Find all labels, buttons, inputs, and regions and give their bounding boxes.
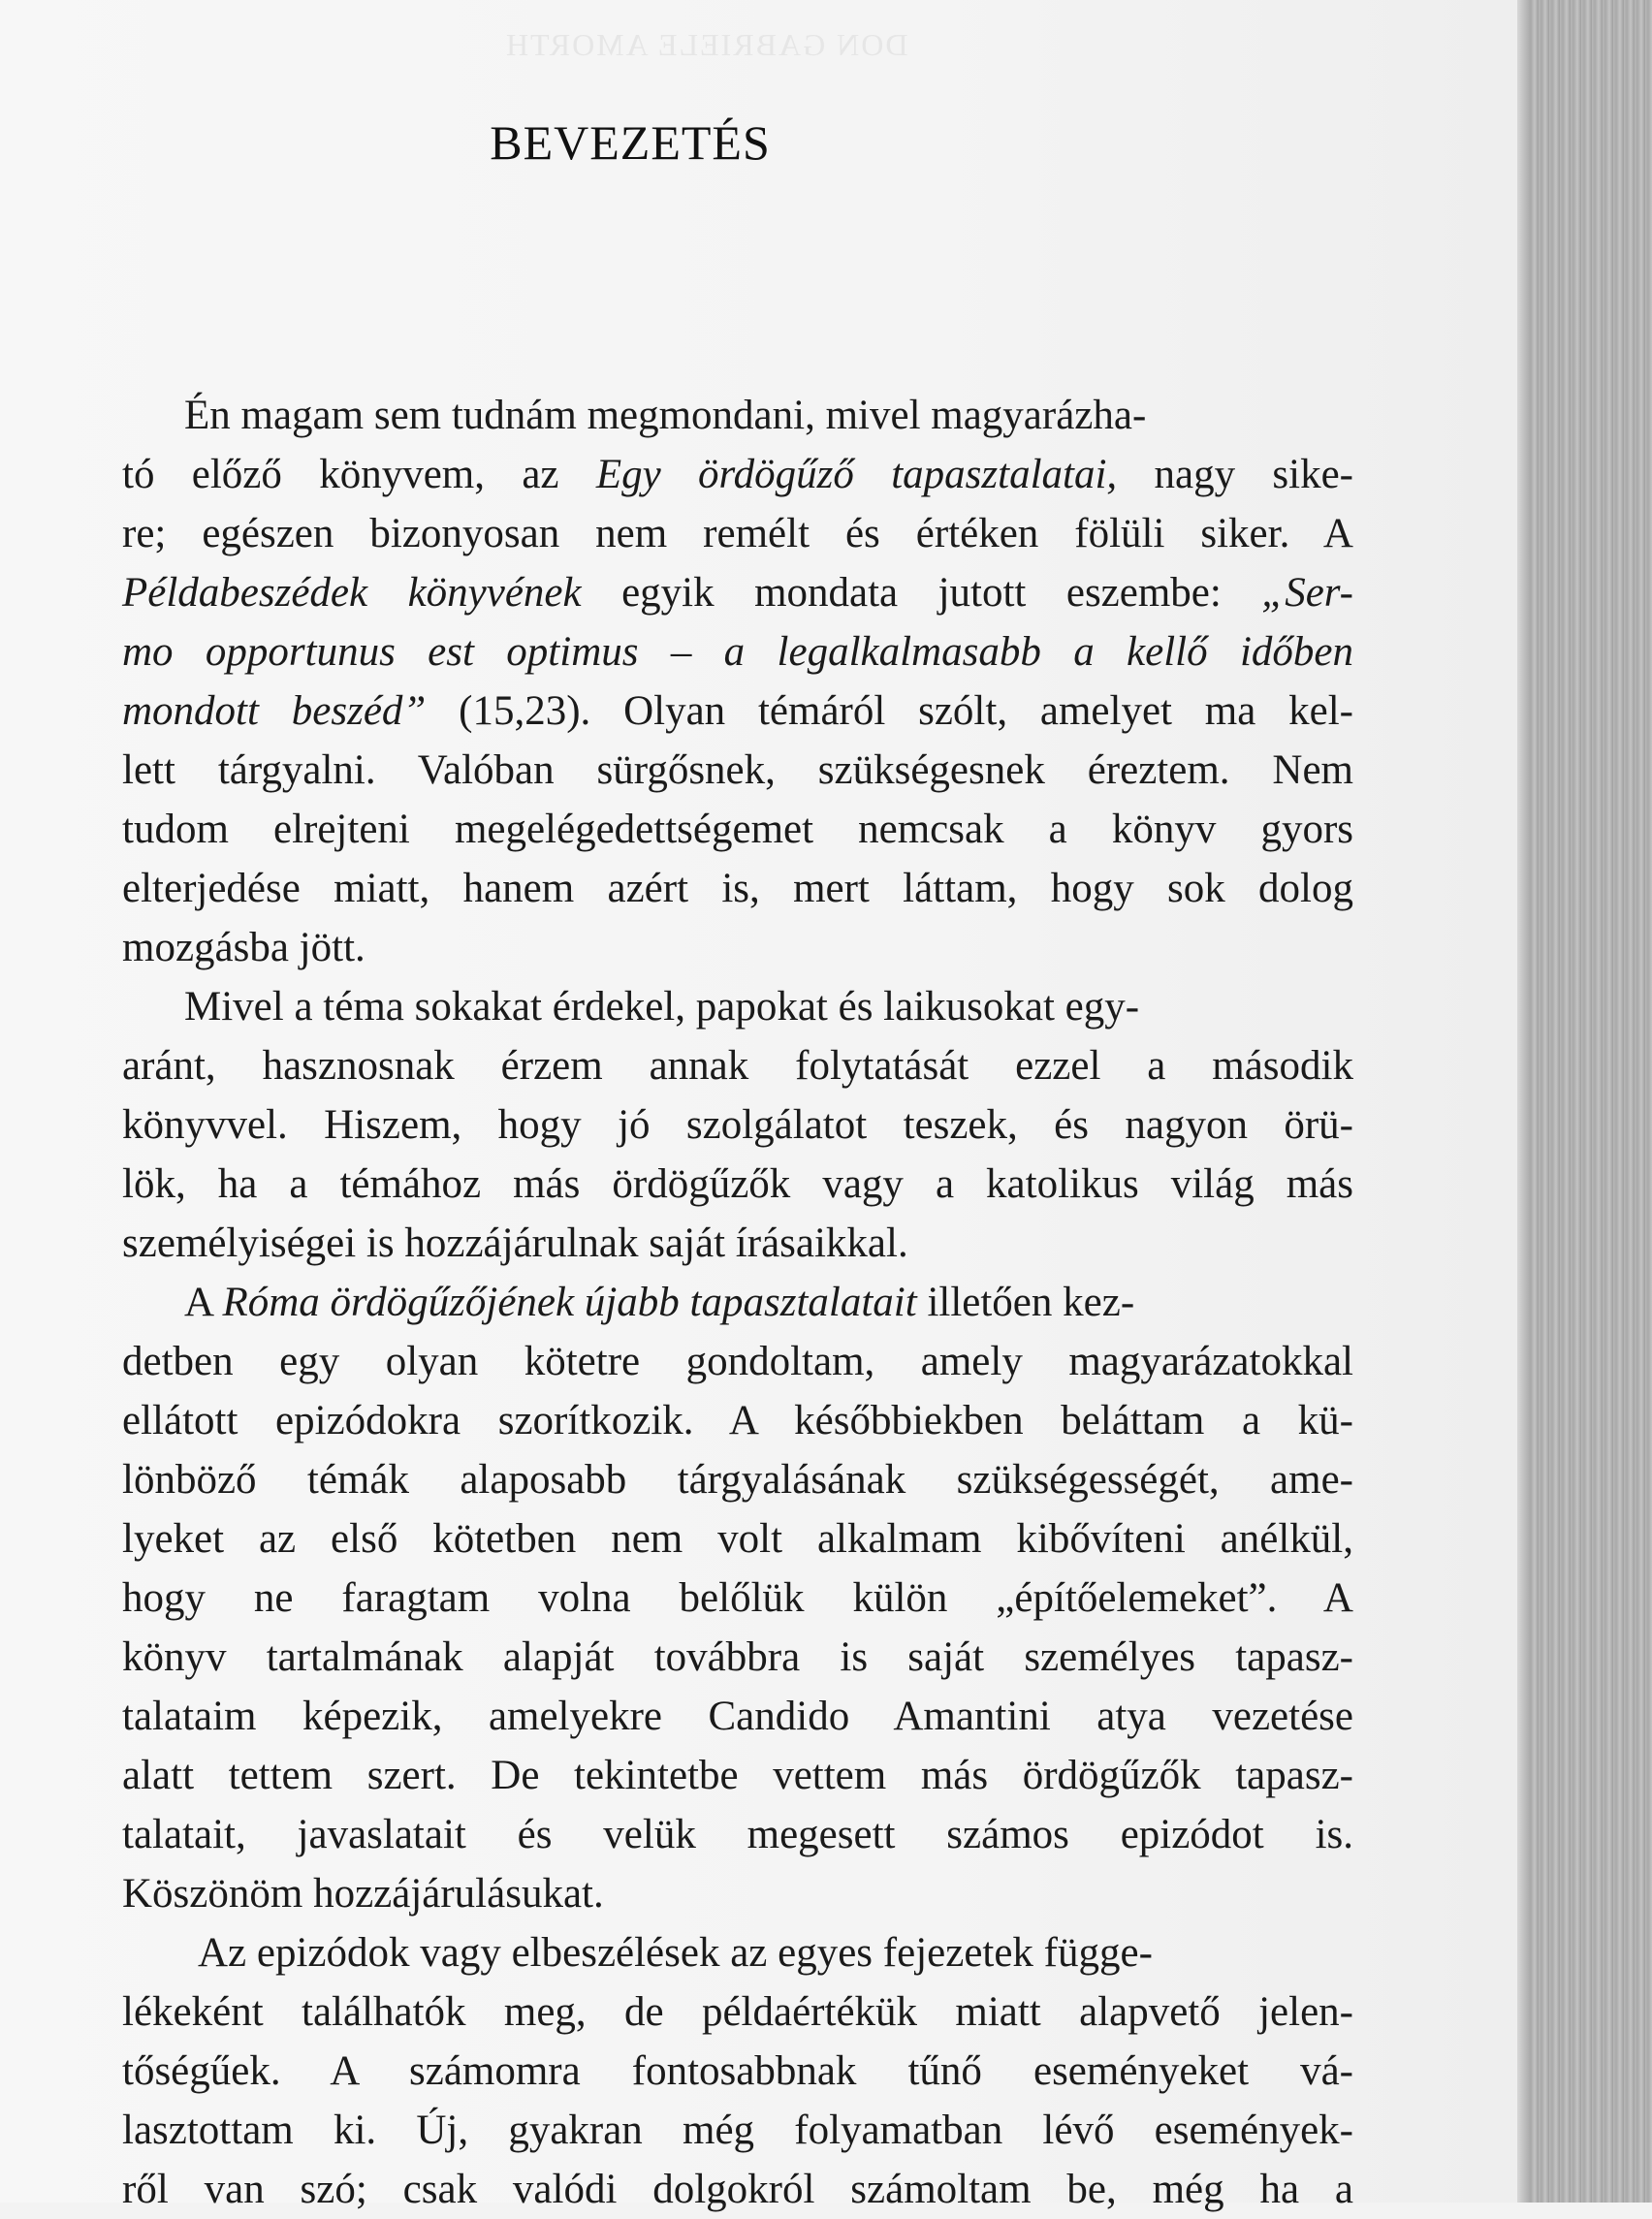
show-through-header: DON GABRIELE AMORTH	[504, 27, 908, 62]
text-line: A Róma ördögűzőjének újabb tapasztalatait illetően kez-	[184, 1280, 1135, 1325]
text-line: Mivel a téma sokakat érdekel, papokat és laikusokat egy-	[184, 984, 1140, 1030]
body-text	[122, 386, 1353, 2219]
text-line: Én magam sem tudnám megmondani, mivel magyarázha-	[184, 393, 1147, 438]
italic-run: Egy ördögűző tapasztalatai,	[595, 452, 1118, 497]
text-line: lönböző témák alaposabb tárgyalásának szükségességét, ame-	[122, 1457, 1353, 1503]
text-line: lett tárgyalni. Valóban sürgősnek, szükségesnek éreztem. Nem	[122, 747, 1353, 793]
text-line: Példabeszédek könyvének egyik mondata jutott eszembe: „Ser-	[122, 570, 1353, 616]
italic-run: Példabeszédek könyvének	[122, 570, 582, 616]
text-line: talatait, javaslatait és velük megesett számos epizódot is.	[122, 1812, 1353, 1857]
text-line: tó előző könyvem, az Egy ördögűző tapasztalatai, nagy sike-	[122, 452, 1353, 497]
text-line: hogy ne faragtam volna belőlük külön „építőelemeket”. A	[122, 1575, 1353, 1621]
text-line: könyvvel. Hiszem, hogy jó szolgálatot teszek, és nagyon örü-	[122, 1102, 1353, 1148]
text-line: talataim képezik, amelyekre Candido Amantini atya vezetése	[122, 1694, 1353, 1739]
text-line: lasztottam ki. Új, gyakran még folyamatban lévő események-	[122, 2108, 1353, 2153]
text-line: mozgásba jött.	[122, 925, 365, 970]
text-line: mondott beszéd” (15,23). Olyan témáról szólt, amelyet ma kel-	[122, 688, 1353, 734]
page-stack-edge	[1517, 0, 1652, 2203]
italic-run: Róma ördögűzőjének újabb tapasztalatait	[222, 1280, 917, 1325]
text-line: ellátott epizódokra szorítkozik. A későbbiekben beláttam a kü-	[122, 1398, 1353, 1443]
text-line: lékeként találhatók meg, de példaértékük miatt alapvető jelen-	[122, 1989, 1353, 2035]
text-line	[122, 622, 1353, 682]
text-line: Az epizódok vagy elbeszélések az egyes fejezetek függe-	[198, 1930, 1153, 1976]
chapter-heading: BEVEZETÉS	[490, 115, 771, 170]
italic-run: „Ser-	[1261, 570, 1353, 616]
text-line: re; egészen bizonyosan nem remélt és értéken fölüli siker. A	[122, 511, 1353, 556]
text-line: tőségűek. A számomra fontosabbnak tűnő eseményeket vá-	[122, 2048, 1353, 2094]
text-line: alatt tettem szert. De tekintetbe vettem más ördögűzők tapasz-	[122, 1753, 1353, 1798]
text-line: ről van szó; csak valódi dolgokról számoltam be, még ha a	[122, 2167, 1353, 2212]
text-line: aránt, hasznosnak érzem annak folytatását ezzel a második	[122, 1043, 1353, 1089]
italic-run: mondott beszéd”	[122, 688, 427, 734]
italic-run: mo opportunus est optimus – a legalkalmasabb a kellő időben	[122, 629, 1353, 675]
text-line: tudom elrejteni megelégedettségemet nemcsak a könyv gyors	[122, 807, 1353, 852]
text-line: lök, ha a témához más ördögűzők vagy a katolikus világ más	[122, 1161, 1353, 1207]
text-line: detben egy olyan kötetre gondoltam, amely magyarázatokkal	[122, 1339, 1353, 1384]
text-line: elterjedése miatt, hanem azért is, mert láttam, hogy sok dolog	[122, 866, 1353, 911]
text-line: könyv tartalmának alapját továbbra is saját személyes tapasz-	[122, 1634, 1353, 1680]
text-line: személyiségei is hozzájárulnak saját írásaikkal.	[122, 1220, 908, 1266]
text-line: lyeket az első kötetben nem volt alkalmam kibővíteni anélkül,	[122, 1516, 1353, 1562]
text-line: Köszönöm hozzájárulásukat.	[122, 1871, 604, 1917]
